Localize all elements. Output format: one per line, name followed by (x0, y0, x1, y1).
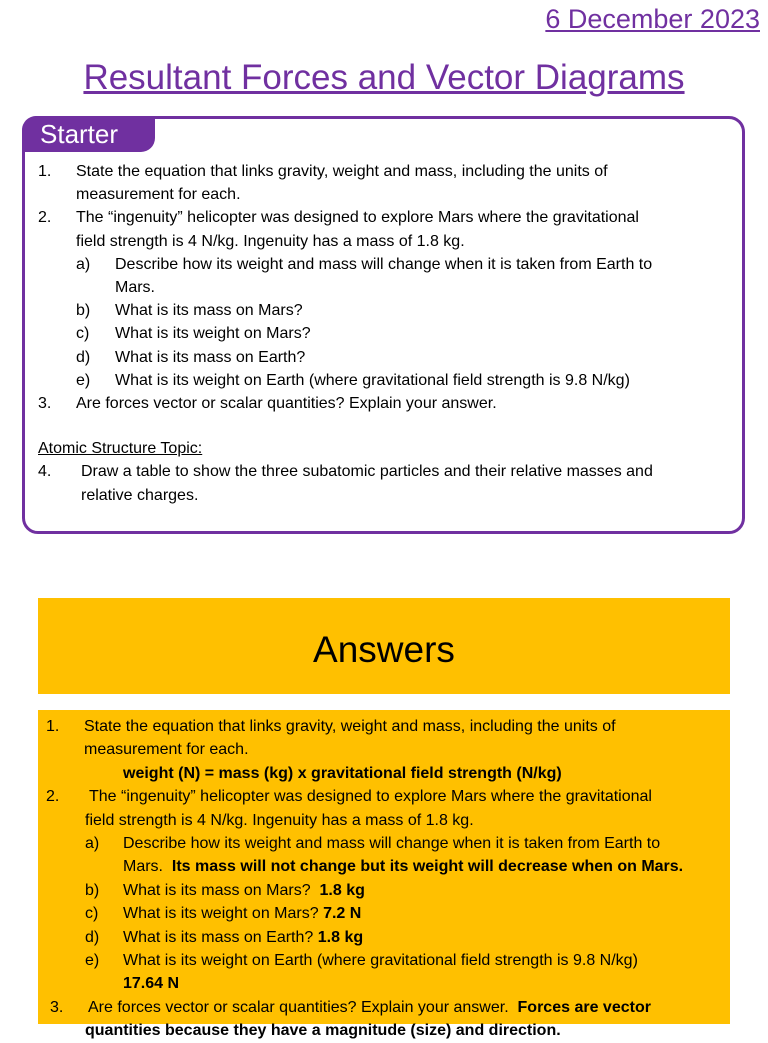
answer-text: Forces are vector (517, 998, 651, 1016)
starter-questions (38, 160, 728, 507)
answer-text: 1.8 kg (319, 881, 365, 899)
question-number: 3. (38, 395, 52, 413)
sub-letter: c) (76, 325, 90, 343)
sub-letter: b) (76, 302, 91, 320)
answer-text: 1.8 kg (317, 928, 364, 946)
answer-2e (46, 949, 730, 972)
question-1 (38, 160, 728, 206)
topic-heading: Atomic Structure Topic: (38, 440, 203, 458)
answer-3 (46, 996, 730, 1019)
answer-1 (46, 715, 730, 762)
answer-text: 17.64 N (123, 975, 180, 993)
question-text: What is its mass on Mars? 1.8 kg (123, 881, 365, 899)
starter-tab: Starter (22, 116, 155, 152)
question-text: Are forces vector or scalar quantities? Explain your answer. Forces are vector (88, 998, 651, 1016)
question-2 (38, 206, 728, 252)
question-4 (38, 460, 728, 506)
question-text: What is its mass on Earth? (115, 348, 306, 366)
question-2d (38, 346, 728, 369)
question-text: What is its mass on Earth? 1.8 kg (123, 928, 364, 946)
question-number: 1. (46, 718, 60, 735)
question-number: 3. (50, 998, 64, 1016)
question-number: 2. (38, 209, 52, 227)
sub-letter: c) (85, 905, 99, 923)
answer-2d (46, 926, 730, 949)
date: 6 December 2023 (545, 4, 760, 34)
sub-letter: a) (85, 835, 100, 853)
question-text: What is its weight on Earth (where gravitational field strength is 9.8 N/kg) (115, 371, 630, 389)
question-text: What is its mass on Mars? (115, 302, 303, 320)
question-text: Are forces vector or scalar quantities? Explain your answer. (76, 395, 497, 413)
question-text: Describe how its weight and mass will change when it is taken from Earth to (123, 835, 661, 853)
answer-text-cont: quantities because they have a magnitude (size) and direction. (85, 1022, 561, 1040)
question-2a (38, 253, 728, 299)
answer-2a (46, 832, 730, 855)
question-3 (38, 392, 728, 415)
question-2e (38, 369, 728, 392)
question-text-cont: field strength is 4 N/kg. Ingenuity has a mass of 1.8 kg. (85, 811, 474, 829)
sub-letter: d) (76, 348, 91, 366)
question-number: 4. (38, 463, 52, 481)
answer-text: 7.2 N (323, 905, 362, 923)
question-2c (38, 322, 728, 345)
question-text: State the equation that links gravity, weight and mass, including the units of measurement for each. (76, 163, 608, 204)
answer-2a-cont: Mars. Its mass will not change but its weight will decrease when on Mars. (123, 858, 684, 876)
answers-box (38, 710, 730, 1040)
question-text: What is its weight on Earth (where gravitational field strength is 9.8 N/kg) (123, 952, 638, 970)
question-2b (38, 299, 728, 322)
sub-letter: e) (85, 952, 100, 970)
answer-text: weight (N) = mass (kg) x gravitational field strength (N/kg) (123, 764, 562, 782)
question-number: 2. (46, 788, 60, 806)
sub-letter: b) (85, 881, 100, 899)
sub-letter: e) (76, 371, 91, 389)
answer-text: Its mass will not change but its weight will decrease when on Mars. (171, 858, 684, 876)
sub-letter: a) (76, 255, 91, 273)
answer-2 (46, 785, 730, 808)
question-text: The “ingenuity” helicopter was designed to explore Mars where the gravitational (89, 788, 652, 806)
question-text: What is its weight on Mars? 7.2 N (123, 905, 362, 923)
question-number: 1. (38, 163, 52, 180)
question-text: State the equation that links gravity, weight and mass, including the units of measurement for each. (84, 718, 616, 759)
question-text: The “ingenuity” helicopter was designed to explore Mars where the gravitational field strength is 4 N/kg. Ingenuity has a mass of 1.8 kg. (76, 209, 639, 250)
page-title: Resultant Forces and Vector Diagrams (83, 58, 685, 97)
question-text: What is its weight on Mars? (115, 325, 311, 343)
answer-2b (46, 879, 730, 902)
sub-letter: d) (85, 928, 100, 946)
question-text: Describe how its weight and mass will change when it is taken from Earth to Mars. (115, 255, 653, 297)
answers-heading: Answers (38, 598, 730, 694)
answer-2c (46, 902, 730, 925)
question-text: Draw a table to show the three subatomic particles and their relative masses and relative charges. (81, 463, 653, 504)
